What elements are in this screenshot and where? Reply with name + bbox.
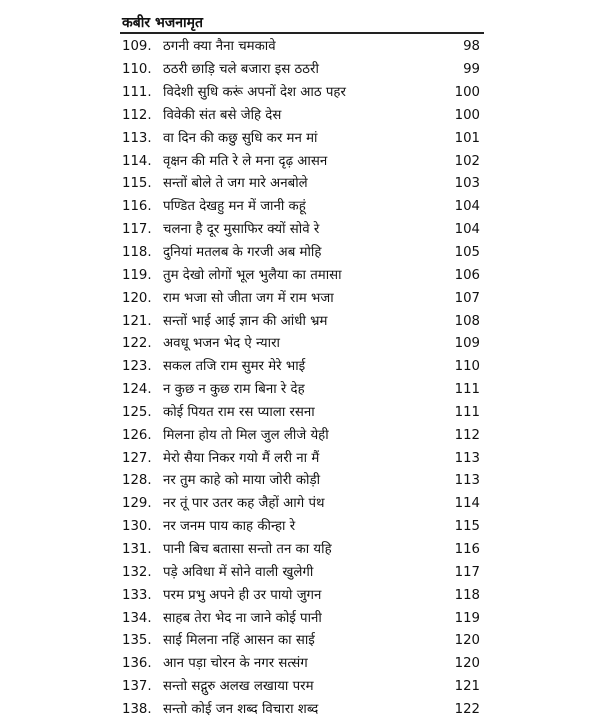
toc-entry bbox=[122, 173, 480, 196]
table-of-contents bbox=[122, 36, 480, 721]
entry-number: 111. bbox=[122, 85, 152, 101]
toc-entry bbox=[122, 242, 480, 265]
entry-number: 132. bbox=[122, 564, 152, 580]
entry-page-number: 106 bbox=[454, 267, 480, 283]
entry-number: 109. bbox=[122, 39, 152, 55]
toc-entry bbox=[122, 379, 480, 402]
entry-page-number: 118 bbox=[454, 587, 480, 603]
entry-page-number: 109 bbox=[454, 336, 480, 352]
entry-number: 118. bbox=[122, 245, 152, 261]
entry-number: 123. bbox=[122, 359, 152, 375]
entry-page-number: 101 bbox=[454, 130, 480, 146]
toc-entry bbox=[122, 219, 480, 242]
toc-entry bbox=[122, 402, 480, 425]
entry-page-number: 113 bbox=[454, 450, 480, 466]
entry-number: 112. bbox=[122, 107, 152, 123]
entry-number: 116. bbox=[122, 199, 152, 215]
entry-page-number: 111 bbox=[454, 382, 480, 398]
entry-title: न कुछ न कुछ राम बिना रे देह bbox=[163, 382, 305, 398]
entry-page-number: 115 bbox=[454, 519, 480, 535]
toc-entry bbox=[122, 36, 480, 59]
entry-title: विवेकी संत बसे जेहि देस bbox=[163, 107, 282, 123]
entry-number: 130. bbox=[122, 519, 152, 535]
toc-entry bbox=[122, 607, 480, 630]
toc-entry bbox=[122, 287, 480, 310]
entry-title: वा दिन की कछु सुधि कर मन मां bbox=[163, 130, 318, 146]
entry-number: 133. bbox=[122, 587, 152, 603]
entry-title: पानी बिच बतासा सन्तो तन का यहि bbox=[163, 541, 332, 557]
entry-number: 135. bbox=[122, 633, 152, 649]
entry-page-number: 120 bbox=[454, 656, 480, 672]
entry-page-number: 114 bbox=[454, 496, 480, 512]
toc-entry bbox=[122, 630, 480, 653]
toc-entry bbox=[122, 82, 480, 105]
toc-entry bbox=[122, 561, 480, 584]
entry-title: राम भजा सो जीता जग में राम भजा bbox=[163, 290, 334, 306]
entry-title: वृक्षन की मति रे ले मना दृढ़ आसन bbox=[163, 153, 328, 169]
entry-page-number: 116 bbox=[454, 541, 480, 557]
entry-page-number: 111 bbox=[454, 404, 480, 420]
entry-title: चलना है दूर मुसाफिर क्यों सोवे रे bbox=[163, 222, 320, 238]
entry-number: 110. bbox=[122, 62, 152, 78]
entry-page-number: 104 bbox=[454, 222, 480, 238]
toc-entry bbox=[122, 196, 480, 219]
entry-number: 129. bbox=[122, 496, 152, 512]
running-header: कबीर भजनामृत bbox=[122, 15, 203, 31]
toc-entry bbox=[122, 59, 480, 82]
entry-number: 125. bbox=[122, 404, 152, 420]
toc-entry bbox=[122, 264, 480, 287]
entry-page-number: 100 bbox=[454, 107, 480, 123]
entry-number: 126. bbox=[122, 427, 152, 443]
header-rule bbox=[120, 32, 484, 34]
entry-page-number: 119 bbox=[454, 610, 480, 626]
toc-entry bbox=[122, 698, 480, 721]
entry-number: 117. bbox=[122, 222, 152, 238]
entry-title: नर तूं पार उतर कह जैहों आगे पंथ bbox=[163, 496, 325, 512]
entry-page-number: 122 bbox=[454, 701, 480, 717]
entry-number: 127. bbox=[122, 450, 152, 466]
entry-number: 119. bbox=[122, 267, 152, 283]
entry-title: परम प्रभु अपने ही उर पायो जुगन bbox=[163, 587, 322, 603]
entry-page-number: 99 bbox=[463, 62, 480, 78]
entry-title: मेरो सैया निकर गयो मैं लरी ना मैं bbox=[163, 450, 320, 466]
entry-number: 138. bbox=[122, 701, 152, 717]
toc-entry bbox=[122, 356, 480, 379]
entry-title: पण्डित देखहु मन में जानी कहूं bbox=[163, 199, 306, 215]
entry-page-number: 104 bbox=[454, 199, 480, 215]
entry-title: सकल तजि राम सुमर मेरे भाई bbox=[163, 359, 306, 375]
entry-title: विदेशी सुधि करूं अपनों देश आठ पहर bbox=[163, 85, 346, 101]
entry-number: 120. bbox=[122, 290, 152, 306]
entry-page-number: 105 bbox=[454, 245, 480, 261]
entry-number: 114. bbox=[122, 153, 152, 169]
toc-entry bbox=[122, 127, 480, 150]
entry-title: साहब तेरा भेद ना जाने कोई पानी bbox=[163, 610, 322, 626]
entry-number: 122. bbox=[122, 336, 152, 352]
entry-number: 137. bbox=[122, 679, 152, 695]
toc-entry bbox=[122, 150, 480, 173]
entry-page-number: 117 bbox=[454, 564, 480, 580]
toc-entry bbox=[122, 676, 480, 699]
entry-title: नर तुम काहे को माया जोरी कोड़ी bbox=[163, 473, 321, 489]
entry-page-number: 108 bbox=[454, 313, 480, 329]
entry-title: पड़े अविधा में सोने वाली खुलेगी bbox=[163, 564, 314, 580]
entry-page-number: 121 bbox=[454, 679, 480, 695]
entry-title: सन्तो सद्गुरु अलख लखाया परम bbox=[163, 679, 314, 695]
entry-number: 134. bbox=[122, 610, 152, 626]
entry-title: तुम देखो लोगों भूल भुलैया का तमासा bbox=[163, 267, 342, 283]
entry-title: अवधू भजन भेद ऐ न्यारा bbox=[163, 336, 280, 352]
entry-title: ठठरी छाड़ि चले बजारा इस ठठरी bbox=[163, 62, 319, 78]
entry-page-number: 120 bbox=[454, 633, 480, 649]
toc-entry bbox=[122, 516, 480, 539]
entry-title: मिलना होय तो मिल जुल लीजे येही bbox=[163, 427, 329, 443]
entry-title: आन पड़ा चोरन के नगर सत्संग bbox=[163, 656, 308, 672]
entry-title: सन्तों भाई आई ज्ञान की आंधी भ्रम bbox=[163, 313, 328, 329]
toc-entry bbox=[122, 653, 480, 676]
entry-title: दुनियां मतलब के गरजी अब मोहि bbox=[163, 245, 322, 261]
entry-number: 136. bbox=[122, 656, 152, 672]
toc-entry bbox=[122, 105, 480, 128]
entry-number: 121. bbox=[122, 313, 152, 329]
toc-entry bbox=[122, 333, 480, 356]
entry-title: सन्तों बोले ते जग मारे अनबोले bbox=[163, 176, 308, 192]
entry-page-number: 100 bbox=[454, 85, 480, 101]
entry-page-number: 112 bbox=[454, 427, 480, 443]
entry-title: सन्तो कोई जन शब्द विचारा शब्द bbox=[163, 701, 319, 717]
entry-title: साई मिलना नहिं आसन का साई bbox=[163, 633, 315, 649]
entry-title: ठगनी क्या नैना चमकावे bbox=[163, 39, 276, 55]
entry-title: नर जनम पाय काह कीन्हा रे bbox=[163, 519, 296, 535]
entry-number: 113. bbox=[122, 130, 152, 146]
entry-number: 115. bbox=[122, 176, 152, 192]
entry-number: 128. bbox=[122, 473, 152, 489]
toc-entry bbox=[122, 539, 480, 562]
entry-title: कोई पियत राम रस प्याला रसना bbox=[163, 404, 315, 420]
toc-entry bbox=[122, 424, 480, 447]
entry-number: 131. bbox=[122, 541, 152, 557]
entry-number: 124. bbox=[122, 382, 152, 398]
entry-page-number: 107 bbox=[454, 290, 480, 306]
entry-page-number: 103 bbox=[454, 176, 480, 192]
entry-page-number: 110 bbox=[454, 359, 480, 375]
toc-entry bbox=[122, 470, 480, 493]
toc-entry bbox=[122, 310, 480, 333]
entry-page-number: 98 bbox=[463, 39, 480, 55]
toc-entry bbox=[122, 584, 480, 607]
entry-page-number: 102 bbox=[454, 153, 480, 169]
toc-entry bbox=[122, 493, 480, 516]
entry-page-number: 113 bbox=[454, 473, 480, 489]
toc-entry bbox=[122, 447, 480, 470]
